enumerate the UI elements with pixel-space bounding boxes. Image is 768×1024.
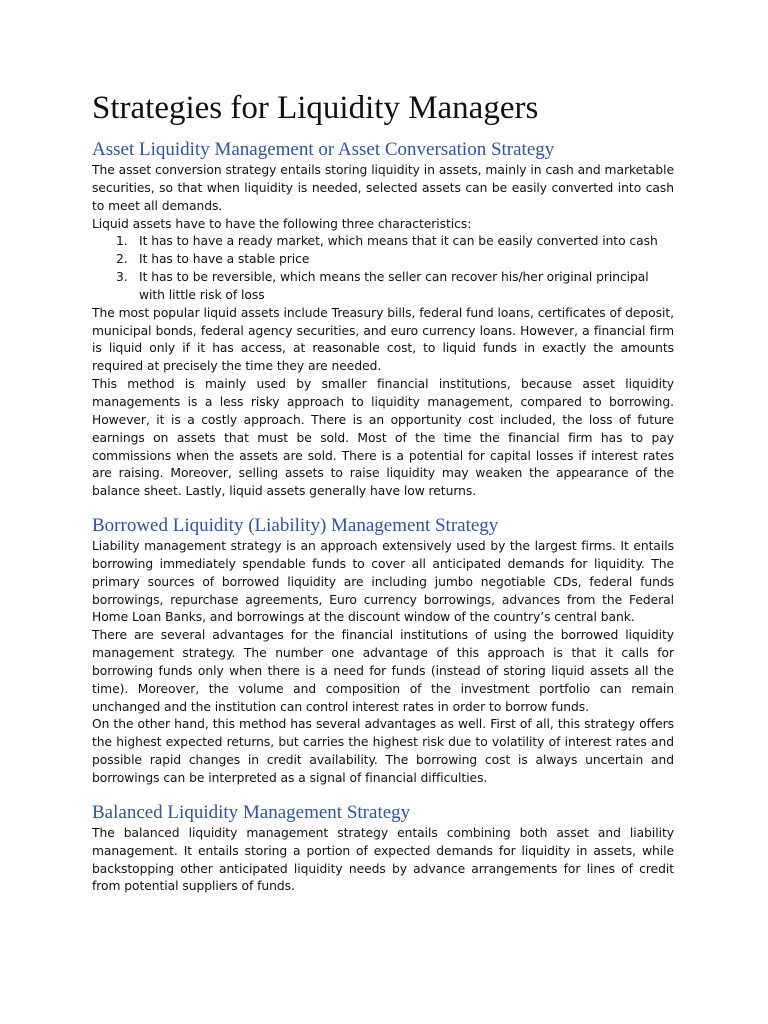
list-item <box>92 269 674 305</box>
paragraph: On the other hand, this method has several advantages as well. First of all, this strategy offers the highest expected returns, but carries the highest risk due to volatility of interest rates and possible rapid changes in credit availability. The borrowing cost is always uncertain and borrowings can be interpreted as a signal of financial difficulties. <box>92 717 674 785</box>
section-heading: Asset Liquidity Management or Asset Conversation Strategy <box>92 139 555 160</box>
list-item-number: 3. <box>116 270 128 285</box>
list-item <box>92 251 674 269</box>
section-balanced-liquidity <box>92 801 674 896</box>
list-item-number: 2. <box>116 252 128 267</box>
paragraph: This method is mainly used by smaller financial institutions, because asset liquidity managements is a less risky approach to liquidity management, compared to borrowing. However, it is a costly approach. There is an opportunity cost included, the loss of future earnings on assets that must be sold. Most of the time the financial firm has to pay commissions when the assets are sold. There is a potential for capital losses if interest rates are raising. Moreover, selling assets to raise liquidity may weaken the appearance of the balance sheet. Lastly, liquid assets generally have low returns. <box>92 377 674 499</box>
list-item-text: It has to have a stable price <box>139 252 310 267</box>
section-heading: Borrowed Liquidity (Liability) Management Strategy <box>92 515 499 537</box>
paragraph: The asset conversion strategy entails storing liquidity in assets, mainly in cash and marketable securities, so that when liquidity is needed, selected assets can be easily converted into cash to meet all demands. <box>92 163 674 213</box>
paragraph: Liability management strategy is an approach extensively used by the largest firms. It entails borrowing immediately spendable funds to cover all anticipated demands for liquidity. The primary sources of borrowed liquidity are including jumbo negotiable CDs, federal funds borrowings, repurchase agreements, Euro currency borrowings, advances from the Federal Home Loan Banks, and borrowings at the discount window of the country’s central bank. <box>92 539 674 625</box>
paragraph: The balanced liquidity management strategy entails combining both asset and liability management. It entails storing a portion of expected demands for liquidity in assets, while backstopping other anticipated liquidity needs by advance arrangements for lines of credit from potential suppliers of funds. <box>92 825 674 894</box>
list-intro: Liquid assets have to have the following three characteristics: <box>92 216 472 231</box>
characteristics-list <box>92 233 674 304</box>
list-item <box>92 233 674 251</box>
section-heading: Balanced Liquidity Management Strategy <box>92 801 411 823</box>
document-page <box>92 86 674 896</box>
section-borrowed-liquidity <box>92 514 674 788</box>
list-item-number: 1. <box>116 234 128 249</box>
document-title: Strategies for Liquidity Managers <box>92 90 539 126</box>
section-asset-liquidity <box>92 138 674 501</box>
paragraph: There are several advantages for the financial institutions of using the borrowed liquidity management strategy. The number one advantage of this approach is that it calls for borrowing funds only when there is a need for funds (instead of storing liquid assets all the time). Moreover, the volume and composition of the investment portfolio can remain unchanged and the institution can control interest rates in order to borrow funds. <box>92 628 674 714</box>
list-item-text: It has to have a ready market, which means that it can be easily converted into cash <box>139 234 658 249</box>
paragraph: The most popular liquid assets include Treasury bills, federal fund loans, certificates of deposit, municipal bonds, federal agency securities, and euro currency loans. However, a financial firm is liquid only if it has access, at reasonable cost, to liquid funds in exactly the amounts required at precisely the time they are needed. <box>92 305 674 374</box>
list-item-text: It has to be reversible, which means the seller can recover his/her original principal with little risk of loss <box>139 270 649 302</box>
